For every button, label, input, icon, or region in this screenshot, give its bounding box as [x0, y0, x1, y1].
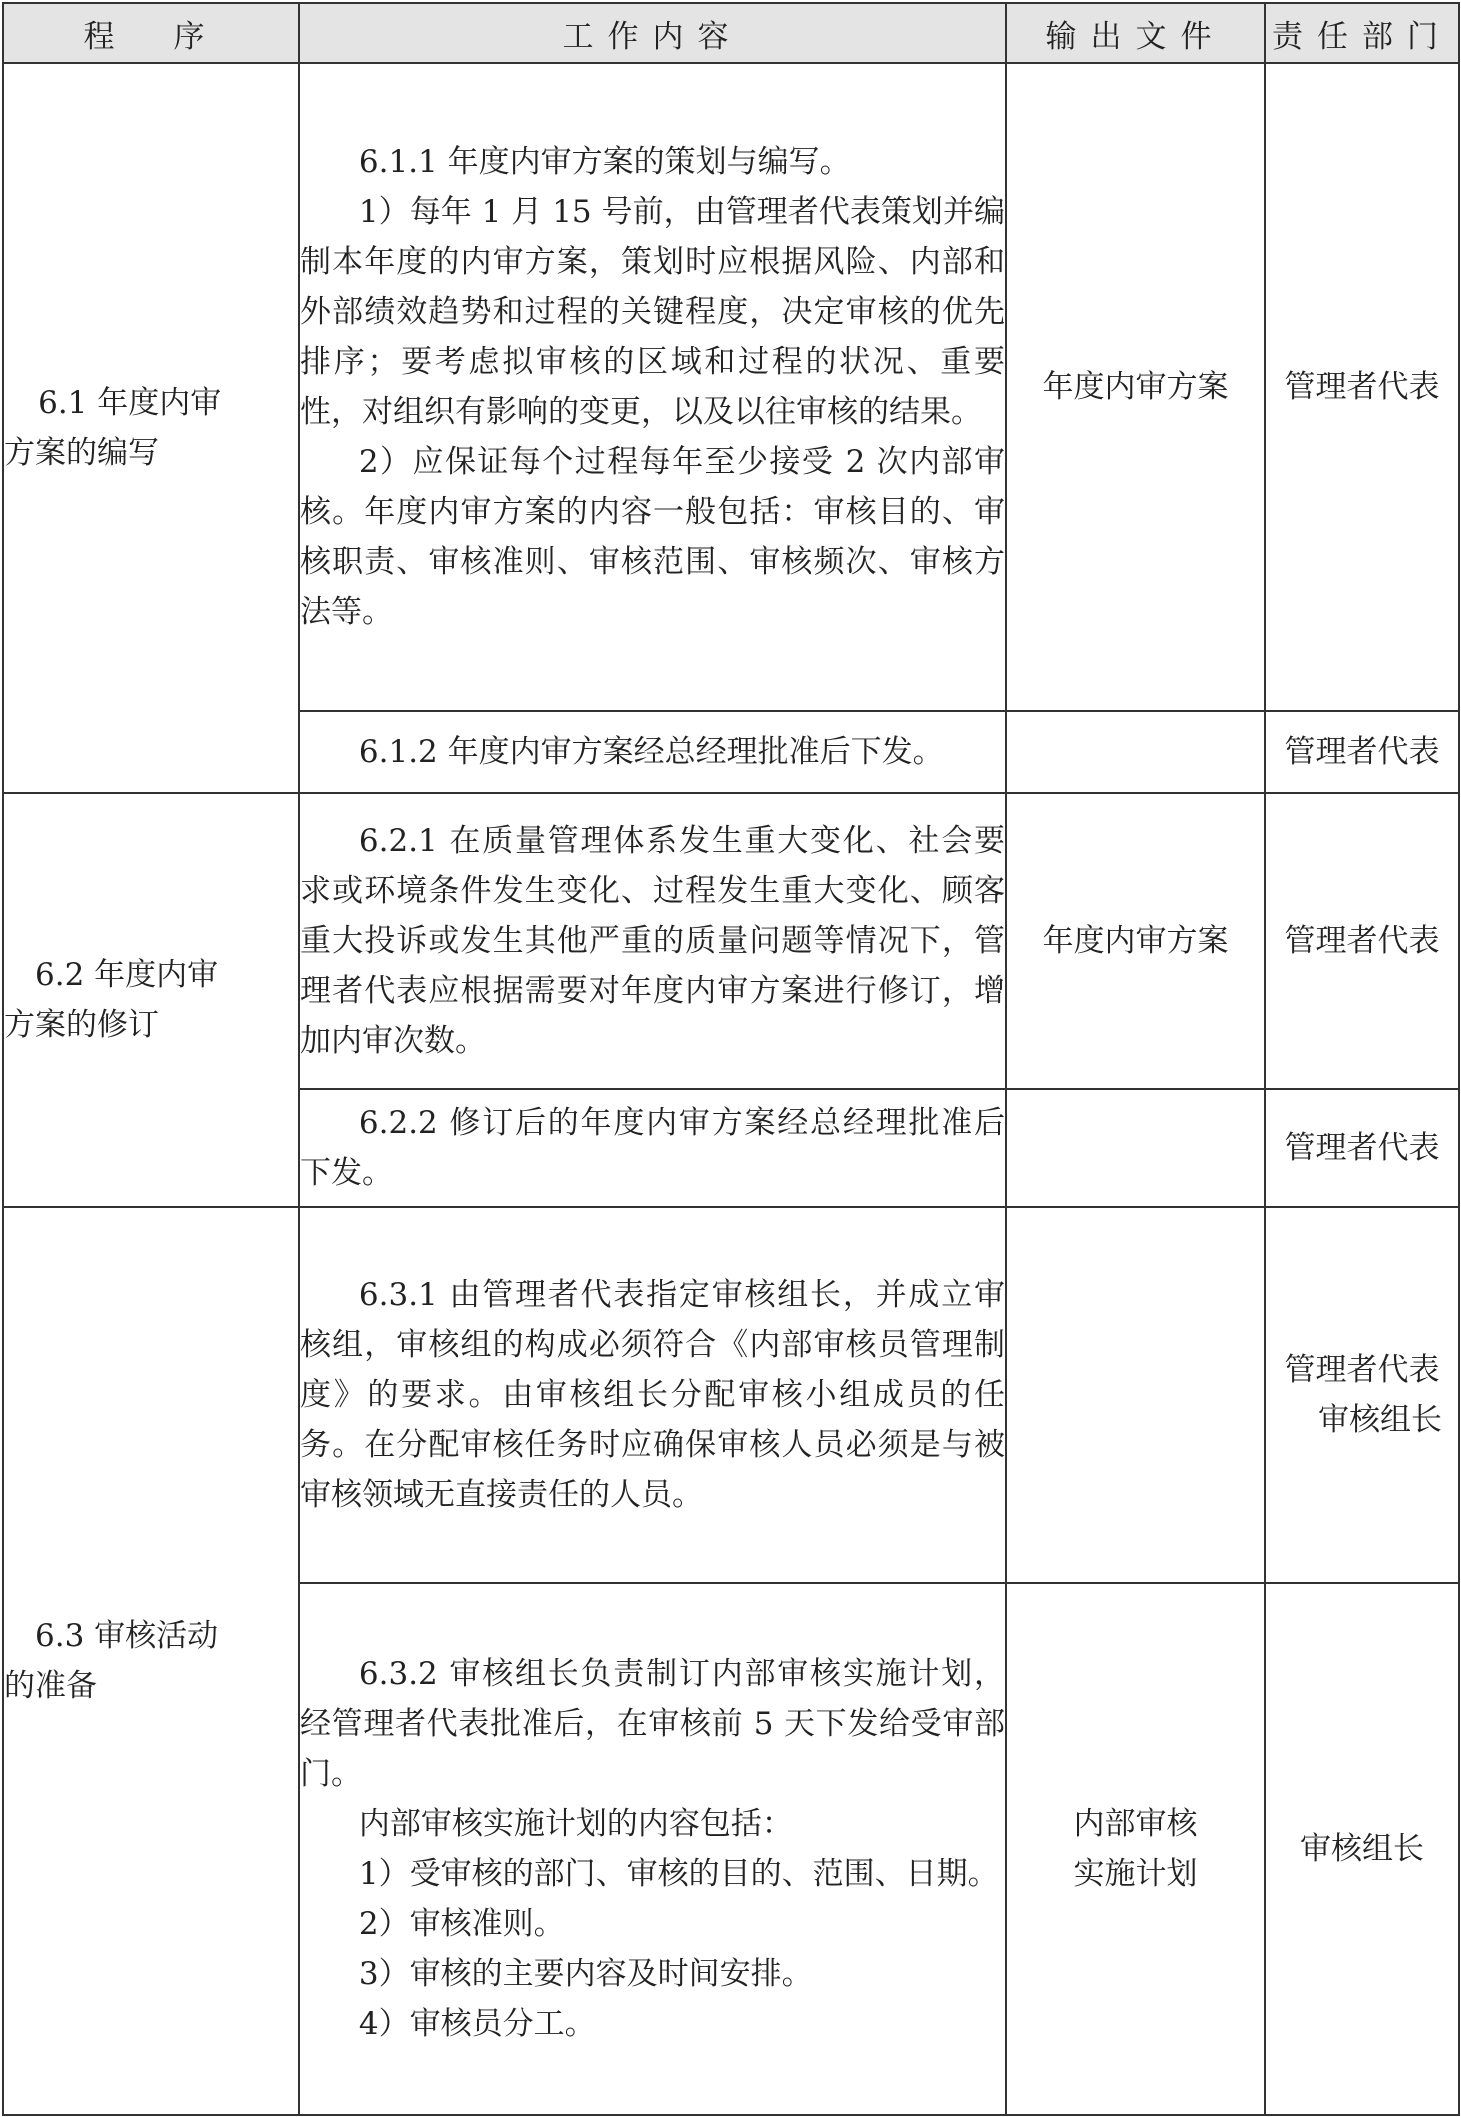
procedure-title-line1: 6.1 年度内审: [38, 385, 222, 421]
header-department: 责任部门: [1265, 3, 1459, 63]
content-paragraph: 6.1.1 年度内审方案的策划与编写。: [358, 144, 851, 180]
procedure-title-line1: 6.3 审核活动: [35, 1618, 219, 1654]
content-paragraph: 6.3.2 审核组长负责制订内部审核实施计划，经管理者代表批准后，在审核前 5 天下发给受审部门。: [300, 1656, 1005, 1792]
content-cell-6-2-2: [299, 1089, 1006, 1207]
table-header-row: [3, 3, 1459, 63]
output-cell: 年度内审方案: [1006, 63, 1265, 711]
content-paragraph: 1）受审核的部门、审核的目的、范围、日期。: [358, 1856, 999, 1892]
header-content: 工作内容: [299, 3, 1006, 63]
department-cell: 管理者代表: [1265, 63, 1459, 711]
department-cell: 管理者代表: [1265, 711, 1459, 793]
procedure-title-line2: 方案的修订: [4, 1007, 159, 1043]
content-paragraph: 2）应保证每个过程每年至少接受 2 次内部审核。年度内审方案的内容一般包括：审核目的、审核职责、审核准则、审核范围、审核频次、审核方法等。: [300, 444, 1005, 630]
output-cell: [1006, 1089, 1265, 1207]
procedure-cell-6-1: [3, 63, 299, 793]
output-cell: [1006, 1583, 1265, 2115]
department-cell: 管理者代表: [1265, 793, 1459, 1089]
procedure-table: [2, 2, 1460, 2116]
content-cell-6-3-2: [299, 1583, 1006, 2115]
output-cell: [1006, 711, 1265, 793]
content-cell-6-1-2: [299, 711, 1006, 793]
content-paragraph: 3）审核的主要内容及时间安排。: [358, 1956, 813, 1992]
department-line2: 审核组长: [1318, 1402, 1442, 1438]
content-paragraph: 内部审核实施计划的内容包括：: [358, 1806, 793, 1842]
header-output: 输出文件: [1006, 3, 1265, 63]
output-line1: 内部审核: [1073, 1806, 1198, 1842]
table-row: [3, 793, 1459, 1089]
content-paragraph: 1）每年 1 月 15 号前，由管理者代表策划并编制本年度的内审方案，策划时应根据风险、内部和外部绩效趋势和过程的关键程度，决定审核的优先排序；要考虑拟审核的区域和过程的状况、重要性，对组织有影响的变更，以及以往审核的结果。: [300, 194, 1005, 430]
department-line1: 管理者代表: [1284, 1352, 1440, 1388]
content-paragraph: 6.2.2 修订后的年度内审方案经总经理批准后下发。: [300, 1105, 1005, 1191]
table-row: [3, 1207, 1459, 1583]
content-paragraph: 4）审核员分工。: [358, 2006, 596, 2042]
output-cell: 年度内审方案: [1006, 793, 1265, 1089]
content-cell-6-3-1: [299, 1207, 1006, 1583]
content-cell-6-2-1: [299, 793, 1006, 1089]
department-cell: 审核组长: [1265, 1583, 1459, 2115]
procedure-cell-6-2: [3, 793, 299, 1207]
content-paragraph: 2）审核准则。: [358, 1906, 565, 1942]
output-line2: 实施计划: [1073, 1856, 1198, 1892]
procedure-cell-6-3: [3, 1207, 299, 2115]
procedure-title-line1: 6.2 年度内审: [35, 957, 219, 993]
content-paragraph: 6.2.1 在质量管理体系发生重大变化、社会要求或环境条件发生变化、过程发生重大变化、顾客重大投诉或发生其他严重的质量问题等情况下，管理者代表应根据需要对年度内审方案进行修订，增加内审次数。: [300, 823, 1005, 1059]
content-cell-6-1-1: [299, 63, 1006, 711]
table-row: [3, 63, 1459, 711]
department-cell: 管理者代表: [1265, 1089, 1459, 1207]
output-cell: [1006, 1207, 1265, 1583]
procedure-title-line2: 的准备: [4, 1668, 97, 1704]
content-paragraph: 6.3.1 由管理者代表指定审核组长，并成立审核组，审核组的构成必须符合《内部审核员管理制度》的要求。由审核组长分配审核小组成员的任务。在分配审核任务时应确保审核人员必须是与被审核领域无直接责任的人员。: [300, 1277, 1005, 1513]
procedure-title-line2: 方案的编写: [4, 435, 159, 471]
department-cell: [1265, 1207, 1459, 1583]
content-paragraph: 6.1.2 年度内审方案经总经理批准后下发。: [358, 734, 944, 770]
header-procedure: 程 序: [3, 3, 299, 63]
